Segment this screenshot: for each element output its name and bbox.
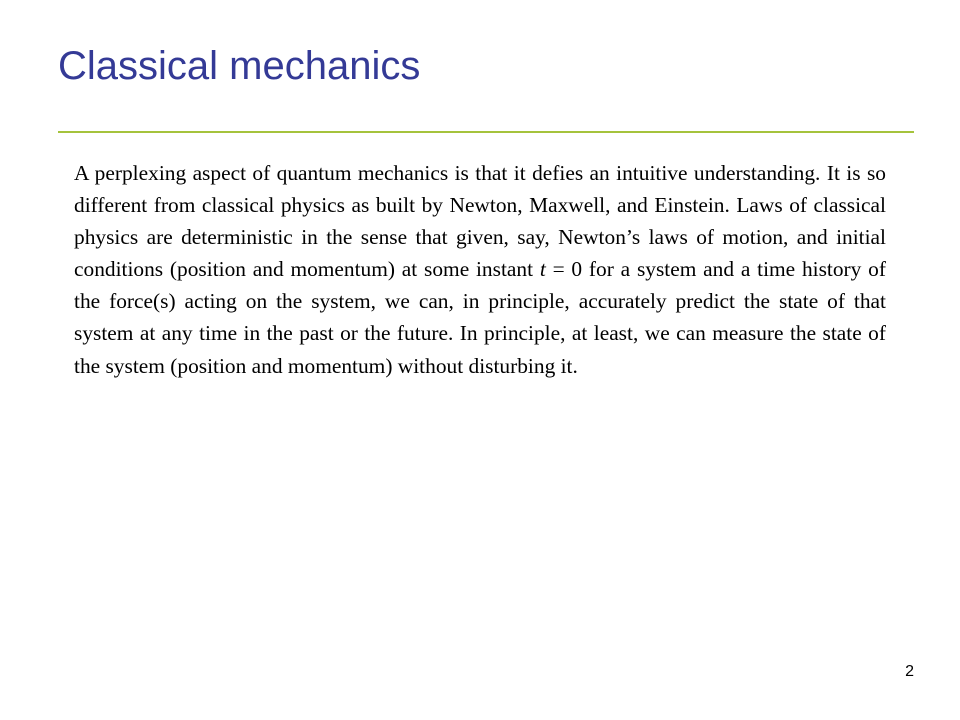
body-text-part-1: A perplexing aspect of quantum mechanics is that it defies an intuitive understanding. It is so different from classical physics as built by Newton, Maxwell, and Einstein. Laws of classical physics are deterministic in the sense that given, say, Newton’s laws of motion, and initial conditions (position and momentum) at some instant	[74, 161, 886, 282]
title-divider	[58, 131, 914, 133]
page-number: 2	[905, 663, 914, 680]
slide-title: Classical mechanics	[58, 44, 421, 88]
body-text-part-2: = 0 for a system and a time history of the force(s) acting on the system, we can, in principle, accurately predict the state of that system at any time in the past or the future. In principle, at least, we can measure the state of the system (position and momentum) without disturbing it.	[74, 257, 886, 378]
time-variable: t	[539, 257, 546, 282]
body-paragraph	[74, 157, 886, 382]
